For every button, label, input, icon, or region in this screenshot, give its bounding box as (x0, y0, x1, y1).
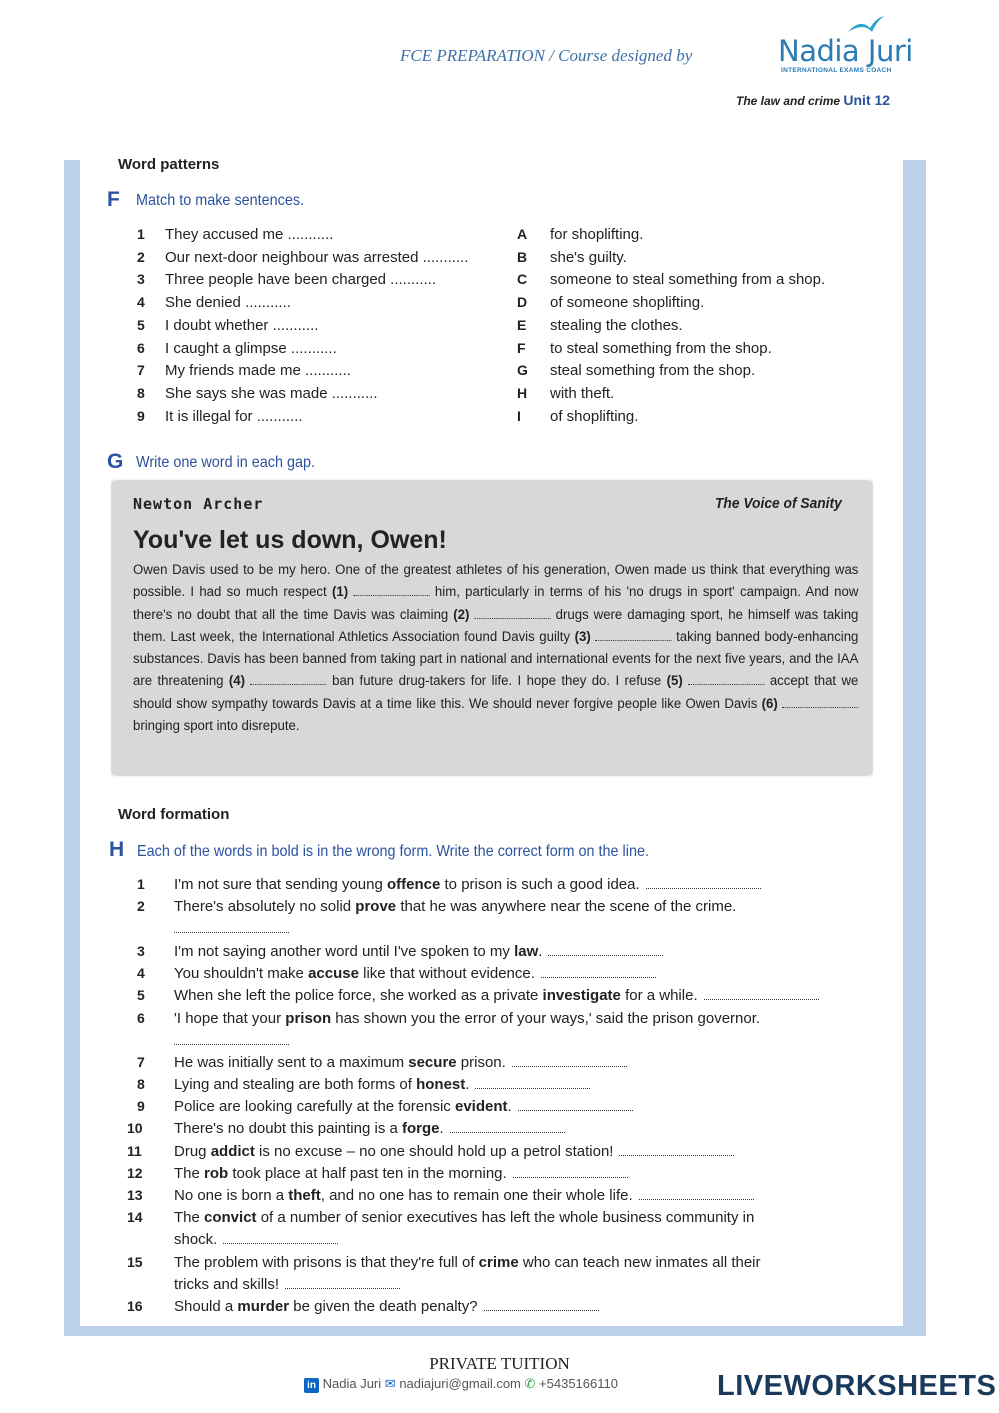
liveworksheets-brand[interactable]: LIVEWORKSHEETS (717, 1370, 997, 1402)
exercise-g-instruction: Write one word in each gap. (136, 454, 316, 471)
unit-heading: The law and crime Unit 12 (736, 92, 891, 108)
h-answer-line[interactable] (541, 967, 656, 978)
h-item-number: 16 (127, 1298, 143, 1314)
gap-3-input[interactable] (595, 630, 671, 641)
h-answer-line[interactable] (512, 1056, 627, 1067)
f-ending-text[interactable]: someone to steal something from a shop. (550, 271, 826, 289)
f-ending-letter: A (517, 226, 528, 242)
h-item-number: 4 (137, 965, 145, 981)
h-bold-word: evident (454, 1098, 508, 1115)
h-bold-word: prove (355, 898, 397, 915)
whatsapp-icon: ✆ (524, 1376, 536, 1391)
exercise-letter-f: F (107, 188, 120, 211)
h-item-number: 1 (137, 876, 145, 892)
gap-number: (6) (761, 695, 778, 712)
f-ending-letter: C (517, 271, 528, 288)
course-tagline: FCE PREPARATION / Course designed by (400, 46, 693, 65)
f-item-text[interactable]: I doubt whether ........... (165, 316, 319, 334)
linkedin-name[interactable]: Nadia Juri (322, 1376, 382, 1391)
h-item-number: 6 (137, 1010, 145, 1026)
gap-number: (2) (453, 606, 470, 623)
f-item-number: 6 (137, 339, 145, 356)
h-item-text: I'm not saying another word until I've spoken to my law. (174, 943, 663, 960)
f-ending-text[interactable]: for shoplifting. (550, 226, 644, 243)
h-item-number: 12 (127, 1165, 143, 1181)
h-item-number: 14 (127, 1209, 143, 1225)
article-body: Owen Davis used to be my hero. One of the greatest athletes of his generation, Owen made us think that everything was possible. I had so much respect (1) him, particularly in terms of his 'no drugs in sport' campaign. And now there's no doubt that all the time Davis was claiming (2) drugs were damaging sport, he himself was taking them. Last week, the International Athletics Association found Davis guilty (3) taking banned body-enhancing substances. Davis has been banned from taking part in national and international events for the next five years, and the IAA are threatening (4) ban future drug-takers for life. I hope they do. I refuse (5) accept that we should show sympathy towards Davis at a time like this. We should never forgive people like Owen Davis (6) bringing sport into disrepute. (133, 562, 859, 735)
h-answer-line[interactable] (475, 1078, 590, 1089)
h-answer-line[interactable] (646, 878, 761, 889)
gap-number: (3) (574, 628, 591, 645)
exercise-letter-h: H (109, 838, 125, 861)
mail-icon: ✉ (384, 1376, 396, 1391)
phone-number[interactable]: +5435166110 (539, 1376, 618, 1391)
f-item-number: 9 (137, 407, 145, 424)
f-item-number: 7 (137, 362, 145, 379)
h-bold-word: rob (204, 1165, 229, 1182)
h-item-text: He was initially sent to a maximum secure prison. (174, 1054, 627, 1071)
email-address[interactable]: nadiajuri@gmail.com (399, 1376, 521, 1391)
gap-number: (1) (331, 584, 349, 601)
h-item-text-continued: tricks and skills! (174, 1276, 400, 1293)
f-item-text[interactable]: Three people have been charged ........... (165, 271, 437, 289)
h-item-text: There's absolutely no solid prove that he was anywhere near the scene of the crime. (174, 898, 737, 915)
footer-contacts (304, 1376, 618, 1393)
footer-tuition: PRIVATE TUITION (429, 1354, 570, 1373)
f-ending-text[interactable]: of someone shoplifting. (550, 294, 705, 312)
h-item-text: Police are looking carefully at the forensic evident. (174, 1098, 633, 1115)
h-item-text: When she left the police force, she worked as a private investigate for a while. (174, 987, 819, 1004)
h-item-number: 5 (137, 987, 145, 1003)
h-item-number: 3 (137, 943, 145, 959)
h-bold-word: addict (210, 1143, 255, 1160)
f-item-number: 8 (137, 384, 145, 401)
h-item-text: 'I hope that your prison has shown you the error of your ways,' said the prison governor. (174, 1010, 761, 1027)
f-ending-letter: D (517, 294, 528, 311)
h-answer-line[interactable] (223, 1233, 338, 1244)
bird-logo-icon (846, 14, 886, 36)
f-item-text[interactable]: I caught a glimpse ........... (165, 339, 337, 357)
f-ending-letter: B (517, 248, 528, 265)
h-answer-line[interactable] (174, 922, 289, 933)
h-answer-line[interactable] (518, 1100, 633, 1111)
f-ending-letter: H (517, 384, 528, 401)
exercise-h-instruction: Each of the words in bold is in the wrong form. Write the correct form on the line. (137, 843, 649, 860)
section-title-word-formation: Word formation (118, 806, 230, 823)
h-bold-word: law (514, 943, 539, 960)
brand-logo: Nadia Juri (778, 34, 913, 68)
h-bold-word: convict (204, 1209, 257, 1226)
f-item-text[interactable]: It is illegal for ........... (165, 407, 303, 425)
h-bold-word: secure (408, 1054, 457, 1071)
h-answer-line[interactable] (450, 1122, 565, 1133)
h-item-text: Drug addict is no excuse – no one should hold up a petrol station! (174, 1143, 734, 1160)
h-item-number: 10 (127, 1120, 143, 1136)
f-item-text[interactable]: She denied ........... (165, 294, 291, 312)
f-item-number: 3 (137, 271, 145, 288)
article-column-name: The Voice of Sanity (715, 495, 842, 512)
h-answer-line[interactable] (174, 1034, 289, 1045)
f-ending-text[interactable]: with theft. (550, 384, 615, 402)
h-item-text: No one is born a theft, and no one has to remain one their whole life. (174, 1187, 754, 1204)
section-title-word-patterns: Word patterns (118, 156, 220, 173)
h-item-text: The convict of a number of senior executives has left the whole business community in (174, 1209, 755, 1226)
f-item-text[interactable]: Our next-door neighbour was arrested ........... (165, 248, 469, 266)
h-answer-line[interactable] (548, 945, 663, 956)
h-bold-word: accuse (308, 965, 359, 982)
h-item-text: I'm not sure that sending young offence to prison is such a good idea. (174, 876, 761, 893)
gap-number: (5) (666, 673, 683, 690)
h-item-text: There's no doubt this painting is a forge. (174, 1120, 565, 1137)
brand-logo-subtitle: INTERNATIONAL EXAMS COACH (781, 67, 892, 74)
f-ending-text[interactable]: steal something from the shop. (550, 362, 756, 380)
f-item-text[interactable]: They accused me ........... (165, 226, 334, 243)
h-bold-word: murder (237, 1298, 290, 1315)
f-ending-text[interactable]: she's guilty. (550, 248, 627, 266)
article-author: Newton Archer (133, 495, 264, 513)
exercise-f-instruction: Match to make sentences. (136, 192, 305, 209)
f-ending-letter: F (517, 339, 526, 356)
f-ending-text[interactable]: to steal something from the shop. (550, 339, 772, 357)
f-ending-letter: G (517, 362, 528, 379)
h-item-text-continued: shock. (174, 1231, 338, 1248)
h-item-number: 13 (127, 1187, 143, 1203)
linkedin-icon: in (304, 1378, 319, 1393)
f-ending-text[interactable]: stealing the clothes. (550, 316, 683, 334)
f-ending-letter: E (517, 316, 527, 333)
f-ending-text[interactable]: of shoplifting. (550, 407, 639, 425)
f-item-text[interactable]: She says she was made ........... (165, 384, 378, 402)
h-bold-word: forge (402, 1120, 440, 1137)
h-item-text: The problem with prisons is that they're full of crime who can teach new inmates all their (174, 1254, 761, 1271)
gap-1-input[interactable] (353, 585, 429, 596)
h-item-number: 2 (137, 898, 145, 914)
gap-6-input[interactable] (782, 697, 858, 708)
f-item-number: 5 (137, 316, 145, 333)
f-ending-letter: I (517, 407, 521, 424)
f-item-text[interactable]: My friends made me ........... (165, 362, 351, 380)
h-answer-line[interactable] (639, 1189, 754, 1200)
h-bold-word: offence (387, 876, 441, 893)
h-answer-line[interactable] (484, 1300, 599, 1311)
h-item-text: The rob took place at half past ten in the morning. (174, 1165, 628, 1182)
f-item-number: 2 (137, 248, 145, 265)
gap-5-input[interactable] (688, 674, 764, 685)
h-item-text: Lying and stealing are both forms of honest. (174, 1076, 590, 1093)
f-item-number: 4 (137, 294, 145, 311)
h-item-number: 8 (137, 1076, 145, 1092)
h-item-text: You shouldn't make accuse like that without evidence. (174, 965, 656, 982)
h-bold-word: investigate (542, 987, 621, 1004)
article-headline: You've let us down, Owen! (133, 526, 447, 554)
f-item-number: 1 (137, 226, 145, 242)
gap-4-input[interactable] (250, 674, 326, 685)
h-answer-line[interactable] (285, 1278, 400, 1289)
gap-number: (4) (228, 673, 246, 690)
h-item-number: 9 (137, 1098, 145, 1114)
h-bold-word: theft (288, 1187, 321, 1204)
gap-2-input[interactable] (474, 608, 550, 619)
exercise-letter-g: G (107, 450, 124, 473)
h-item-number: 15 (127, 1254, 143, 1270)
h-answer-line[interactable] (704, 989, 819, 1000)
h-answer-line[interactable] (619, 1145, 734, 1156)
h-answer-line[interactable] (513, 1167, 628, 1178)
h-item-text: Should a murder be given the death penalty? (174, 1298, 599, 1315)
h-bold-word: honest (416, 1076, 466, 1093)
h-item-number: 7 (137, 1054, 145, 1070)
h-bold-word: prison (285, 1010, 332, 1027)
h-item-number: 11 (127, 1143, 142, 1159)
h-bold-word: crime (478, 1254, 519, 1271)
